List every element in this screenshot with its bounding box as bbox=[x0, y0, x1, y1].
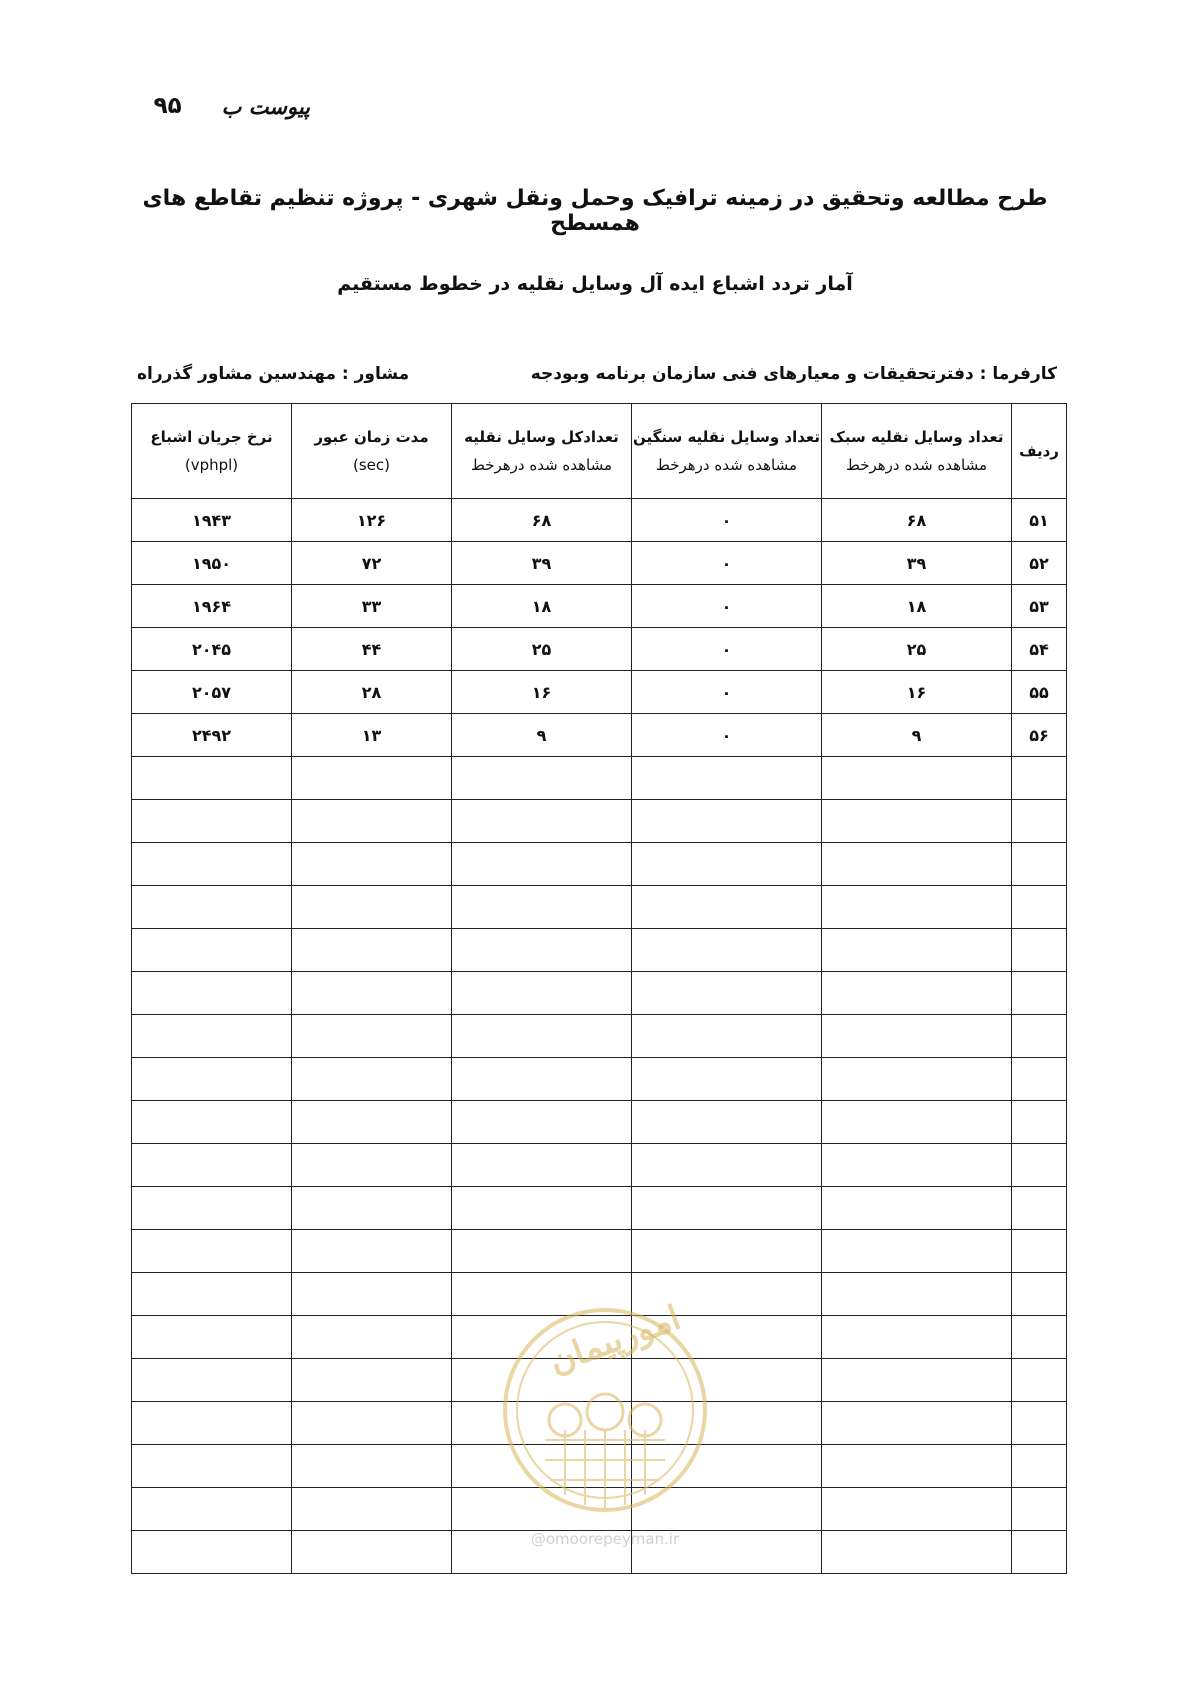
watermark-url: @omoorepeyman.ir bbox=[530, 1530, 680, 1548]
empty-cell bbox=[132, 1015, 292, 1058]
empty-cell bbox=[1012, 1531, 1067, 1574]
cell-light-vehicles: ۶۸ bbox=[822, 499, 1012, 542]
empty-cell bbox=[452, 929, 632, 972]
empty-cell bbox=[822, 1316, 1012, 1359]
empty-cell bbox=[632, 843, 822, 886]
empty-cell bbox=[822, 1488, 1012, 1531]
empty-cell bbox=[292, 1015, 452, 1058]
cell-light-vehicles: ۱۸ bbox=[822, 585, 1012, 628]
empty-cell bbox=[1012, 1058, 1067, 1101]
empty-cell bbox=[1012, 972, 1067, 1015]
empty-cell bbox=[292, 1359, 452, 1402]
empty-cell bbox=[132, 1445, 292, 1488]
empty-cell bbox=[132, 972, 292, 1015]
appendix-label: پیوست ب bbox=[221, 93, 310, 119]
header-passing-time: مدت زمان عبور (sec) bbox=[292, 404, 452, 499]
cell-heavy-vehicles: ۰ bbox=[632, 499, 822, 542]
empty-cell bbox=[132, 1316, 292, 1359]
empty-cell bbox=[822, 929, 1012, 972]
cell-passing-time: ۳۳ bbox=[292, 585, 452, 628]
cell-passing-time: ۷۲ bbox=[292, 542, 452, 585]
cell-row-number: ۵۴ bbox=[1012, 628, 1067, 671]
empty-cell bbox=[822, 1359, 1012, 1402]
empty-cell bbox=[452, 843, 632, 886]
empty-cell bbox=[632, 1058, 822, 1101]
empty-cell bbox=[1012, 1273, 1067, 1316]
empty-cell bbox=[132, 1359, 292, 1402]
empty-cell bbox=[1012, 1144, 1067, 1187]
page-header bbox=[130, 86, 310, 126]
cell-light-vehicles: ۳۹ bbox=[822, 542, 1012, 585]
empty-cell bbox=[452, 1101, 632, 1144]
empty-cell bbox=[292, 757, 452, 800]
empty-cell bbox=[132, 1187, 292, 1230]
header-row-number: ردیف bbox=[1012, 404, 1067, 499]
table-row bbox=[132, 585, 1067, 628]
empty-cell bbox=[632, 1015, 822, 1058]
empty-cell bbox=[1012, 1445, 1067, 1488]
table-row bbox=[132, 628, 1067, 671]
cell-light-vehicles: ۱۶ bbox=[822, 671, 1012, 714]
empty-cell bbox=[452, 1273, 632, 1316]
saturation-flow-table bbox=[131, 403, 1067, 1574]
empty-table-row bbox=[132, 1058, 1067, 1101]
client-label: کارفرما : دفترتحقیقات و معیارهای فنی سازمان برنامه وبودجه bbox=[530, 364, 1057, 384]
empty-cell bbox=[132, 1402, 292, 1445]
empty-cell bbox=[132, 757, 292, 800]
cell-total-vehicles: ۹ bbox=[452, 714, 632, 757]
cell-heavy-vehicles: ۰ bbox=[632, 671, 822, 714]
watermark-logo-text: امورپیمان bbox=[544, 1297, 686, 1383]
table-row bbox=[132, 714, 1067, 757]
empty-cell bbox=[632, 1144, 822, 1187]
empty-table-row bbox=[132, 1230, 1067, 1273]
empty-cell bbox=[1012, 757, 1067, 800]
empty-cell bbox=[632, 1187, 822, 1230]
empty-table-row bbox=[132, 1445, 1067, 1488]
cell-total-vehicles: ۲۵ bbox=[452, 628, 632, 671]
empty-table-row bbox=[132, 929, 1067, 972]
empty-cell bbox=[132, 1230, 292, 1273]
empty-cell bbox=[632, 972, 822, 1015]
empty-cell bbox=[292, 929, 452, 972]
header-heavy-vehicles: تعداد وسایل نقلیه سنگین مشاهده شده درهرخط bbox=[632, 404, 822, 499]
empty-cell bbox=[292, 1230, 452, 1273]
empty-cell bbox=[822, 886, 1012, 929]
empty-cell bbox=[632, 1445, 822, 1488]
empty-cell bbox=[1012, 1187, 1067, 1230]
empty-table-row bbox=[132, 1101, 1067, 1144]
empty-cell bbox=[132, 1531, 292, 1574]
cell-row-number: ۵۶ bbox=[1012, 714, 1067, 757]
cell-light-vehicles: ۹ bbox=[822, 714, 1012, 757]
cell-saturation-flow: ۲۰۴۵ bbox=[132, 628, 292, 671]
cell-saturation-flow: ۱۹۴۳ bbox=[132, 499, 292, 542]
empty-cell bbox=[822, 1058, 1012, 1101]
empty-cell bbox=[292, 1144, 452, 1187]
empty-cell bbox=[822, 843, 1012, 886]
empty-cell bbox=[452, 1402, 632, 1445]
cell-heavy-vehicles: ۰ bbox=[632, 542, 822, 585]
header-saturation-flow: نرخ جریان اشباع (vphpl) bbox=[132, 404, 292, 499]
cell-saturation-flow: ۲۰۵۷ bbox=[132, 671, 292, 714]
table-row bbox=[132, 671, 1067, 714]
cell-total-vehicles: ۶۸ bbox=[452, 499, 632, 542]
empty-cell bbox=[132, 1144, 292, 1187]
empty-cell bbox=[632, 1101, 822, 1144]
cell-light-vehicles: ۲۵ bbox=[822, 628, 1012, 671]
empty-cell bbox=[822, 800, 1012, 843]
cell-total-vehicles: ۱۸ bbox=[452, 585, 632, 628]
empty-cell bbox=[452, 1144, 632, 1187]
cell-total-vehicles: ۱۶ bbox=[452, 671, 632, 714]
empty-cell bbox=[1012, 1316, 1067, 1359]
empty-cell bbox=[632, 929, 822, 972]
empty-table-row bbox=[132, 1187, 1067, 1230]
empty-cell bbox=[452, 800, 632, 843]
empty-cell bbox=[822, 1101, 1012, 1144]
empty-cell bbox=[822, 1402, 1012, 1445]
table-body bbox=[132, 499, 1067, 1574]
empty-table-row bbox=[132, 843, 1067, 886]
empty-cell bbox=[452, 1488, 632, 1531]
empty-cell bbox=[822, 1531, 1012, 1574]
empty-cell bbox=[632, 757, 822, 800]
header-light-vehicles: تعداد وسایل نقلیه سبک مشاهده شده درهرخط bbox=[822, 404, 1012, 499]
empty-cell bbox=[452, 1058, 632, 1101]
cell-passing-time: ۲۸ bbox=[292, 671, 452, 714]
empty-cell bbox=[132, 1488, 292, 1531]
empty-cell bbox=[632, 1488, 822, 1531]
empty-cell bbox=[1012, 1101, 1067, 1144]
empty-cell bbox=[132, 1101, 292, 1144]
empty-cell bbox=[1012, 1359, 1067, 1402]
cell-passing-time: ۱۲۶ bbox=[292, 499, 452, 542]
empty-cell bbox=[1012, 929, 1067, 972]
empty-cell bbox=[452, 1187, 632, 1230]
empty-table-row bbox=[132, 757, 1067, 800]
empty-cell bbox=[632, 1402, 822, 1445]
empty-table-row bbox=[132, 1402, 1067, 1445]
table-row bbox=[132, 542, 1067, 585]
empty-cell bbox=[292, 1402, 452, 1445]
cell-saturation-flow: ۱۹۶۴ bbox=[132, 585, 292, 628]
empty-cell bbox=[292, 800, 452, 843]
empty-table-row bbox=[132, 1015, 1067, 1058]
empty-cell bbox=[452, 972, 632, 1015]
empty-cell bbox=[292, 1101, 452, 1144]
empty-cell bbox=[292, 1273, 452, 1316]
cell-heavy-vehicles: ۰ bbox=[632, 628, 822, 671]
cell-total-vehicles: ۳۹ bbox=[452, 542, 632, 585]
cell-passing-time: ۱۳ bbox=[292, 714, 452, 757]
empty-cell bbox=[632, 800, 822, 843]
empty-cell bbox=[1012, 800, 1067, 843]
cell-row-number: ۵۳ bbox=[1012, 585, 1067, 628]
cell-heavy-vehicles: ۰ bbox=[632, 585, 822, 628]
empty-cell bbox=[452, 1230, 632, 1273]
empty-cell bbox=[822, 757, 1012, 800]
empty-cell bbox=[132, 929, 292, 972]
empty-cell bbox=[292, 1058, 452, 1101]
table-row bbox=[132, 499, 1067, 542]
empty-cell bbox=[132, 800, 292, 843]
empty-table-row bbox=[132, 886, 1067, 929]
empty-cell bbox=[632, 886, 822, 929]
cell-row-number: ۵۱ bbox=[1012, 499, 1067, 542]
meta-row bbox=[137, 358, 1057, 390]
empty-cell bbox=[822, 972, 1012, 1015]
cell-passing-time: ۴۴ bbox=[292, 628, 452, 671]
empty-table-row bbox=[132, 1144, 1067, 1187]
empty-cell bbox=[292, 1316, 452, 1359]
cell-saturation-flow: ۱۹۵۰ bbox=[132, 542, 292, 585]
empty-cell bbox=[632, 1230, 822, 1273]
empty-cell bbox=[132, 1058, 292, 1101]
empty-cell bbox=[292, 1445, 452, 1488]
empty-cell bbox=[822, 1273, 1012, 1316]
empty-cell bbox=[452, 757, 632, 800]
cell-row-number: ۵۵ bbox=[1012, 671, 1067, 714]
empty-cell bbox=[292, 843, 452, 886]
empty-cell bbox=[1012, 1015, 1067, 1058]
table-header-row bbox=[132, 404, 1067, 499]
empty-cell bbox=[1012, 1488, 1067, 1531]
empty-cell bbox=[822, 1015, 1012, 1058]
document-subtitle: آمار تردد اشباع ایده آل وسایل نقلیه در خطوط مستقیم bbox=[337, 273, 853, 295]
empty-cell bbox=[822, 1187, 1012, 1230]
empty-table-row bbox=[132, 800, 1067, 843]
empty-table-row bbox=[132, 1488, 1067, 1531]
cell-heavy-vehicles: ۰ bbox=[632, 714, 822, 757]
empty-cell bbox=[292, 886, 452, 929]
empty-cell bbox=[132, 1273, 292, 1316]
empty-cell bbox=[1012, 843, 1067, 886]
empty-cell bbox=[292, 1187, 452, 1230]
header-total-vehicles: تعدادکل وسایل نقلیه مشاهده شده درهرخط bbox=[452, 404, 632, 499]
empty-cell bbox=[822, 1445, 1012, 1488]
empty-cell bbox=[1012, 886, 1067, 929]
empty-cell bbox=[822, 1144, 1012, 1187]
cell-row-number: ۵۲ bbox=[1012, 542, 1067, 585]
document-title: طرح مطالعه وتحقیق در زمینه ترافیک وحمل ونقل شهری - پروژه تنظیم تقاطع های همسطح bbox=[142, 186, 1048, 236]
empty-cell bbox=[1012, 1230, 1067, 1273]
empty-cell bbox=[452, 1445, 632, 1488]
page-number: ۹۵ bbox=[153, 93, 182, 119]
empty-cell bbox=[292, 1488, 452, 1531]
empty-cell bbox=[452, 886, 632, 929]
empty-cell bbox=[132, 886, 292, 929]
empty-cell bbox=[1012, 1402, 1067, 1445]
empty-table-row bbox=[132, 972, 1067, 1015]
empty-cell bbox=[292, 972, 452, 1015]
empty-table-row bbox=[132, 1273, 1067, 1316]
empty-cell bbox=[452, 1015, 632, 1058]
empty-cell bbox=[292, 1531, 452, 1574]
empty-cell bbox=[822, 1230, 1012, 1273]
empty-cell bbox=[132, 843, 292, 886]
consultant-label: مشاور : مهندسین مشاور گذرراه bbox=[137, 364, 410, 384]
cell-saturation-flow: ۲۴۹۲ bbox=[132, 714, 292, 757]
empty-cell bbox=[632, 1359, 822, 1402]
